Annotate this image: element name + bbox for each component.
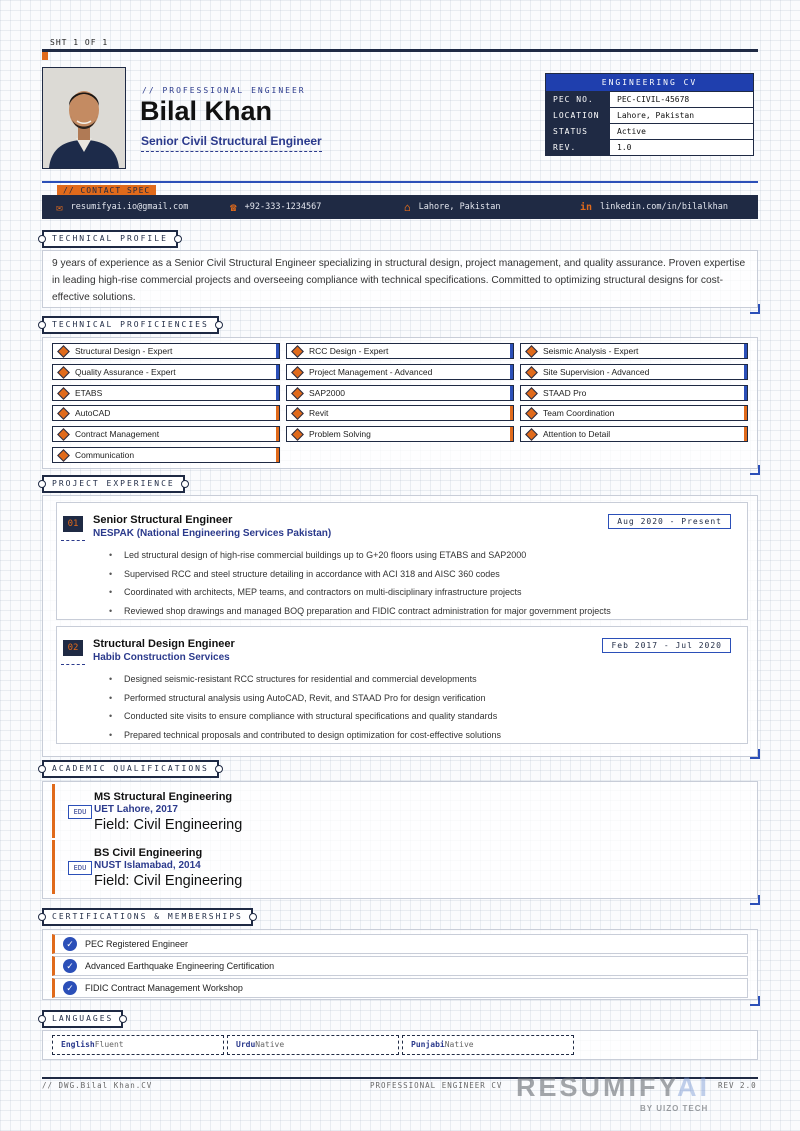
job-number-underline (61, 540, 85, 541)
corner-mark (750, 749, 760, 759)
job-bullets (109, 546, 611, 621)
language-name: English (61, 1040, 95, 1049)
skill-label: Structural Design - Expert (75, 346, 173, 356)
cv-key: REV. (546, 140, 610, 155)
section-dot (181, 480, 189, 488)
job-bullet: • Supervised RCC and steel structure detailing in accordance with ACI 318 and AISC 360 codes (109, 565, 611, 584)
section-title: PROJECT EXPERIENCE (52, 479, 175, 488)
profile-photo (42, 67, 126, 169)
language-level: Native (444, 1040, 474, 1049)
edu-institution: NUST Islamabad, 2014 (94, 860, 201, 871)
job-bullet: • Designed seismic-resistant RCC structures for residential and commercial developments (109, 670, 501, 689)
cv-key: LOCATION (546, 108, 610, 123)
diamond-icon (57, 408, 70, 421)
skill-item (52, 364, 280, 380)
job-number: 01 (63, 516, 83, 532)
cv-row-status (546, 123, 753, 139)
corner-mark (750, 465, 760, 475)
skill-label: ETABS (75, 387, 103, 398)
section-dot (119, 1015, 127, 1023)
skill-item (286, 385, 514, 401)
diamond-icon (291, 428, 304, 441)
check-icon: ✓ (63, 937, 77, 951)
job-bullets (109, 670, 501, 745)
cert-item (52, 934, 748, 954)
location-text: Lahore, Pakistan (418, 202, 501, 212)
email-icon: ✉ (56, 200, 63, 214)
linkedin-icon: in (580, 201, 593, 213)
skill-label: RCC Design - Expert (309, 346, 389, 356)
diamond-icon (291, 387, 304, 400)
skill-item (520, 405, 748, 421)
experience-item-1 (56, 502, 748, 620)
cert-text: PEC Registered Engineer (85, 939, 189, 949)
diamond-icon (525, 366, 538, 379)
skill-item (52, 426, 280, 442)
education-item-1 (52, 784, 243, 838)
job-company: Habib Construction Services (93, 652, 230, 663)
contact-email[interactable] (56, 201, 188, 214)
contact-tab: // CONTACT SPEC (57, 185, 156, 196)
edu-degree: BS Civil Engineering (94, 847, 203, 859)
check-icon: ✓ (63, 981, 77, 995)
skill-label: Site Supervision - Advanced (543, 366, 650, 377)
job-title: Structural Design Engineer (93, 638, 235, 650)
job-bullet: • Conducted site visits to ensure compliance with structural specifications and quality standards (109, 707, 501, 726)
experience-item-2 (56, 626, 748, 744)
contact-location (404, 201, 501, 214)
skill-item (52, 405, 280, 421)
contact-bar (42, 195, 758, 219)
job-bullet: • Reviewed shop drawings and managed BOQ preparation and FIDIC contract administration for major government projects (109, 602, 611, 621)
contact-linkedin[interactable] (580, 202, 728, 213)
location-icon: ⌂ (404, 200, 411, 214)
cert-item (52, 956, 748, 976)
section-dot (215, 765, 223, 773)
footer-left: // DWG.Bilal Khan.CV (42, 1081, 153, 1090)
language-level: Native (255, 1040, 285, 1049)
skill-label: Contract Management (75, 429, 160, 440)
cert-text: FIDIC Contract Management Workshop (85, 983, 243, 993)
contact-phone[interactable] (230, 201, 321, 214)
section-title: CERTIFICATIONS & MEMBERSHIPS (52, 912, 243, 921)
job-bullet: • Coordinated with architects, MEP teams, and contractors on multi-disciplinary infrastructure projects (109, 583, 611, 602)
edu-badge: EDU (68, 861, 92, 875)
cert-item (52, 978, 748, 998)
top-rule (42, 49, 758, 52)
skill-label: Problem Solving (309, 429, 371, 440)
language-name: Urdu (236, 1040, 256, 1049)
cv-key: STATUS (546, 124, 610, 139)
engineering-cv-box (545, 73, 754, 156)
phone-text: +92-333-1234567 (244, 202, 322, 212)
job-company: NESPAK (National Engineering Services Pakistan) (93, 528, 332, 539)
job-bullet: • Performed structural analysis using AutoCAD, Revit, and STAAD Pro for design verification (109, 689, 501, 708)
skill-label: SAP2000 (309, 387, 345, 398)
section-project-experience (42, 475, 185, 493)
skill-item (520, 343, 748, 359)
diamond-icon (291, 366, 304, 379)
cv-key: PEC NO. (546, 92, 610, 107)
skill-label: AutoCAD (75, 408, 111, 419)
skill-label: Seismic Analysis - Expert (543, 346, 639, 356)
skill-item (286, 426, 514, 442)
linkedin-text: linkedin.com/in/bilalkhan (600, 202, 728, 212)
corner-mark (750, 895, 760, 905)
diamond-icon (57, 345, 70, 358)
engineering-cv-title: ENGINEERING CV (546, 74, 753, 91)
edu-degree: MS Structural Engineering (94, 791, 233, 803)
language-item (227, 1035, 399, 1055)
footer-right: REV 2.0 (718, 1081, 757, 1090)
footer-center: PROFESSIONAL ENGINEER CV (370, 1081, 503, 1090)
edu-badge: EDU (68, 805, 92, 819)
top-rule-tick (42, 52, 48, 60)
section-dot (38, 913, 46, 921)
cv-value: Lahore, Pakistan (617, 111, 695, 120)
section-languages (42, 1010, 123, 1028)
skill-item (52, 385, 280, 401)
section-dot (38, 321, 46, 329)
job-bullet: • Led structural design of high-rise commercial buildings up to G+20 floors using ETABS and SAP2000 (109, 546, 611, 565)
diamond-icon (57, 449, 70, 462)
cv-value: PEC-CIVIL-45678 (617, 95, 690, 104)
cv-value: 1.0 (617, 143, 632, 152)
skill-item (520, 364, 748, 380)
skill-label: Revit (309, 408, 329, 419)
section-academic-qualifications (42, 760, 219, 778)
cv-row-rev (546, 139, 753, 155)
language-level: Fluent (94, 1040, 124, 1049)
header-divider (42, 181, 758, 183)
cv-row-location (546, 107, 753, 123)
diamond-icon (57, 387, 70, 400)
section-dot (215, 321, 223, 329)
edu-field: Field: Civil Engineering (94, 817, 243, 833)
candidate-role: Senior Civil Structural Engineer (141, 134, 322, 152)
diamond-icon (525, 387, 538, 400)
phone-icon: ☎ (230, 200, 237, 214)
section-title: ACADEMIC QUALIFICATIONS (52, 764, 209, 773)
section-dot (38, 765, 46, 773)
section-technical-profile (42, 230, 178, 248)
section-dot (38, 480, 46, 488)
skill-item (52, 447, 280, 463)
diamond-icon (525, 428, 538, 441)
edu-institution: UET Lahore, 2017 (94, 804, 178, 815)
skill-item (286, 405, 514, 421)
watermark-sub: BY UIZO TECH (640, 1104, 709, 1113)
skill-label: Attention to Detail (543, 429, 611, 440)
diamond-icon (291, 345, 304, 358)
section-dot (38, 1015, 46, 1023)
skill-label: Quality Assurance - Expert (75, 366, 176, 377)
language-name: Punjabi (411, 1040, 445, 1049)
diamond-icon (57, 428, 70, 441)
cv-row-pec (546, 91, 753, 107)
diamond-icon (525, 408, 538, 421)
skill-label: Project Management - Advanced (309, 366, 433, 377)
job-date: Aug 2020 - Present (608, 514, 731, 529)
check-icon: ✓ (63, 959, 77, 973)
skill-label: STAAD Pro (543, 387, 587, 398)
candidate-name: Bilal Khan (140, 96, 273, 126)
language-item (52, 1035, 224, 1055)
skill-item (520, 385, 748, 401)
skill-label: Communication (75, 450, 135, 460)
section-dot (38, 235, 46, 243)
education-item-2 (52, 840, 243, 894)
language-item (402, 1035, 574, 1055)
job-number: 02 (63, 640, 83, 656)
skill-item (520, 426, 748, 442)
diamond-icon (291, 408, 304, 421)
skill-item (52, 343, 280, 359)
section-technical-proficiencies (42, 316, 219, 334)
section-title: TECHNICAL PROFICIENCIES (52, 320, 209, 329)
section-dot (249, 913, 257, 921)
corner-mark (750, 304, 760, 314)
skill-item (286, 343, 514, 359)
section-dot (174, 235, 182, 243)
sheet-number: SHT 1 OF 1 (50, 38, 109, 47)
corner-mark (750, 996, 760, 1006)
watermark-brand-ai: AI (677, 1072, 711, 1102)
section-title: LANGUAGES (52, 1014, 114, 1023)
skill-item (286, 364, 514, 380)
diamond-icon (525, 345, 538, 358)
edu-field: Field: Civil Engineering (94, 873, 243, 889)
cert-text: Advanced Earthquake Engineering Certification (85, 961, 275, 971)
diamond-icon (57, 366, 70, 379)
header-kicker: // PROFESSIONAL ENGINEER (142, 86, 306, 95)
watermark-brand: RESUMIFY (516, 1072, 678, 1102)
job-bullet: • Prepared technical proposals and contributed to design optimization for cost-effective solutions (109, 726, 501, 745)
cv-value: Active (617, 127, 646, 136)
job-number-underline (61, 664, 85, 665)
job-title: Senior Structural Engineer (93, 514, 233, 526)
skill-label: Team Coordination (543, 408, 615, 419)
job-date: Feb 2017 - Jul 2020 (602, 638, 731, 653)
section-certifications (42, 908, 253, 926)
email-text: resumifyai.io@gmail.com (70, 202, 189, 212)
profile-summary: 9 years of experience as a Senior Civil Structural Engineer specializing in structural design, project management, and quality assurance. Proven expertise in leading high-rise commercial projects and overseeing compliance with technical specifications. Committed to optimizing structural designs for cost-effective solutions. (52, 258, 746, 303)
watermark-logo (516, 1072, 710, 1103)
section-title: TECHNICAL PROFILE (52, 234, 168, 243)
